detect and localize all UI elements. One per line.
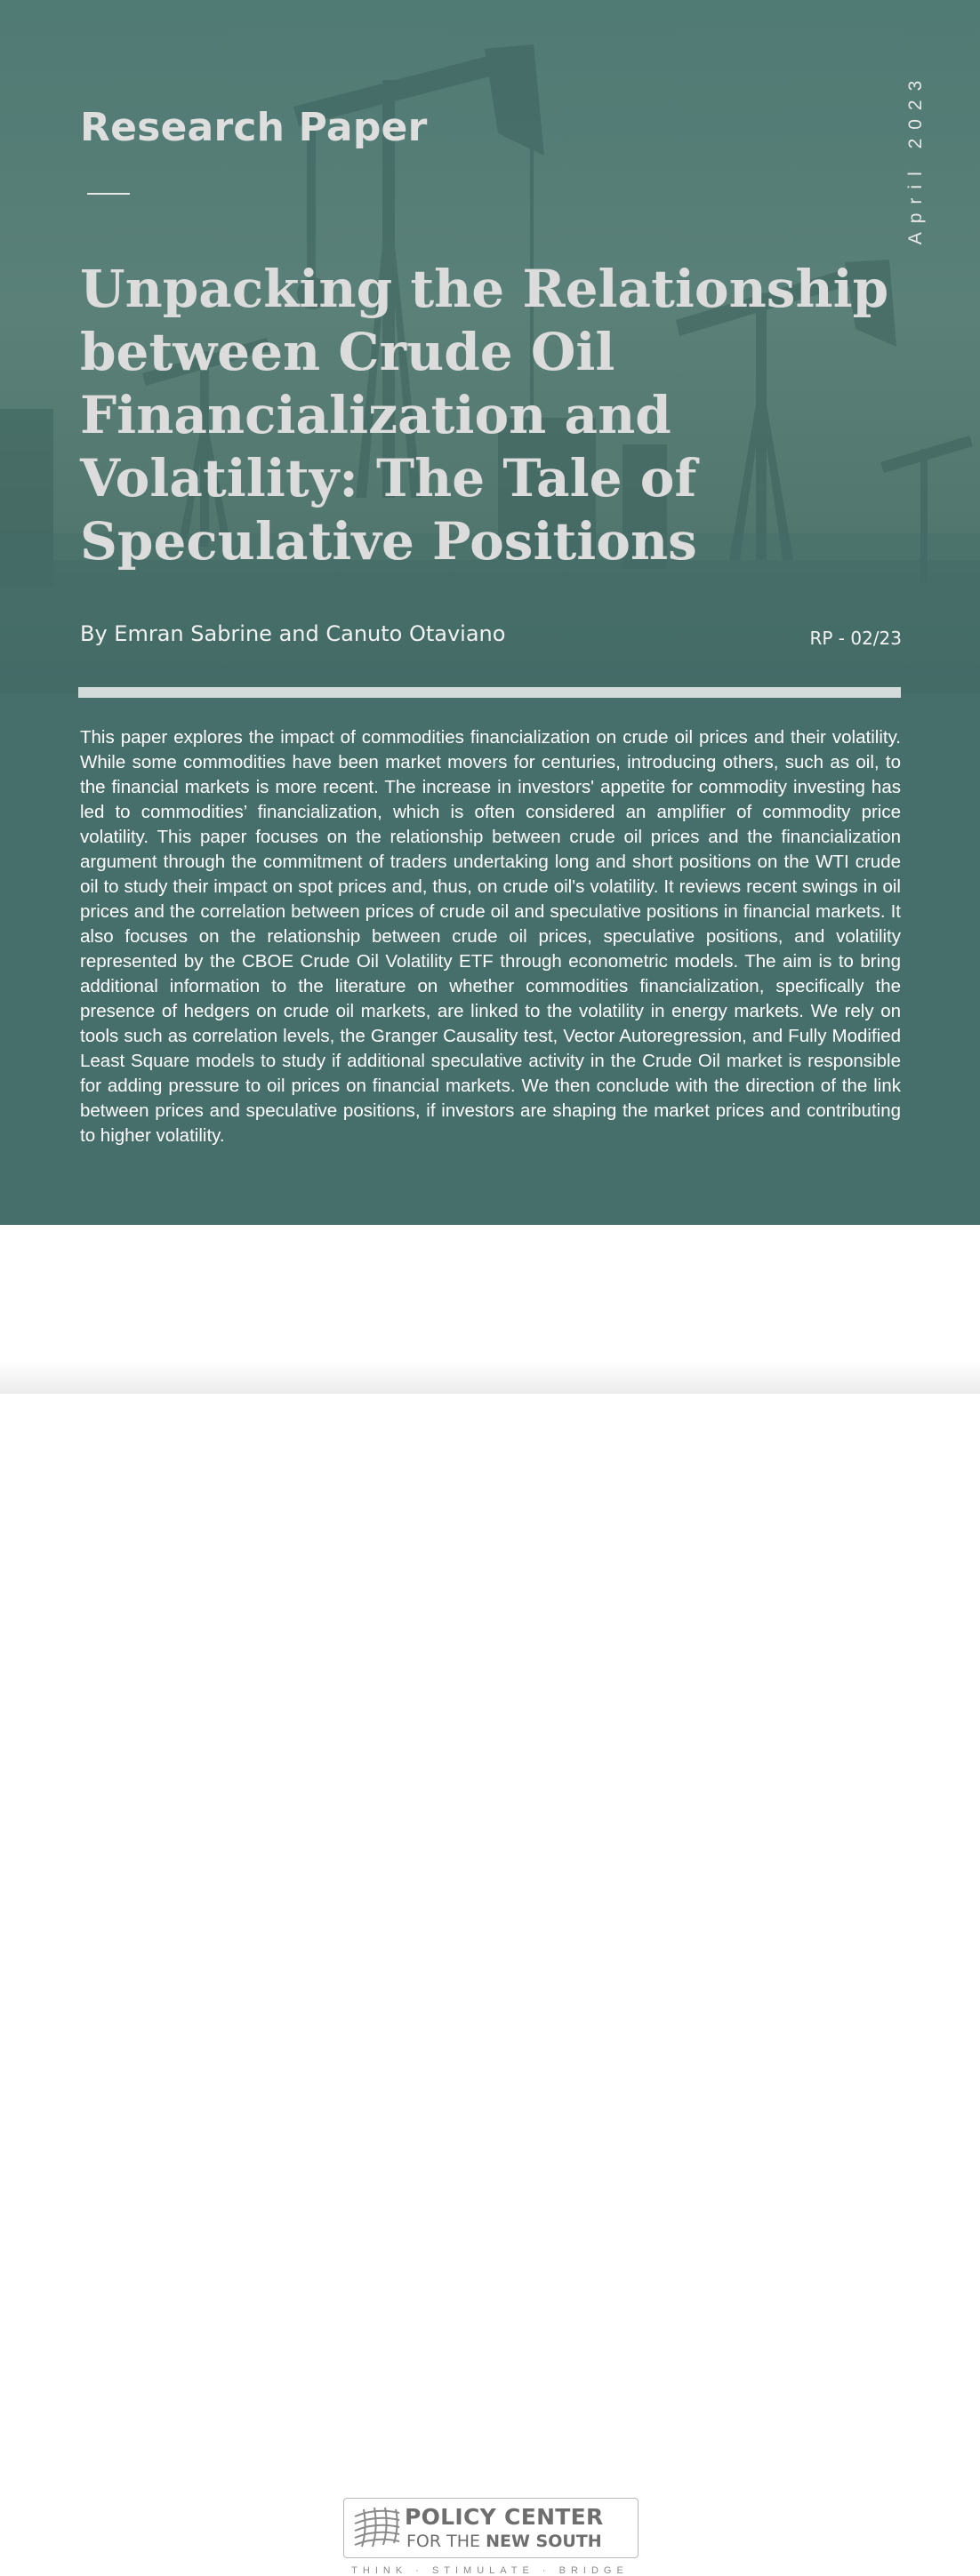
paper-title: Unpacking the Relationship between Crude Oil Financialization and Volatility: The Tale of Speculative Positions	[80, 259, 889, 572]
document-type-label: Research Paper	[80, 105, 428, 150]
logo-tagline: THINK · STIMULATE · BRIDGE	[351, 2565, 629, 2576]
short-divider	[87, 193, 130, 195]
publication-date-text: April 2023	[905, 71, 926, 245]
hero-section	[0, 0, 980, 693]
authors-line: By Emran Sabrine and Canuto Otaviano	[80, 621, 506, 646]
globe-grid-logo-icon	[351, 2504, 403, 2550]
abstract-text: This paper explores the impact of commodities financialization on crude oil prices and their volatility. While some commodities have been market movers for centuries, introducing others, such as oil, to the financial markets is more recent. The increase in investors' appetite for commodity investing has led to commodities’ financialization, which is often considered an amplifier of commodity price volatility. This paper focuses on the relationship between crude oil prices and the financialization argument through the commitment of traders undertaking long and short positions on the WTI crude oil to study their impact on spot prices and, thus, on crude oil's volatility. It reviews recent swings in oil prices and the correlation between prices of crude oil and speculative positions in financial markets. It also focuses on the relationship between crude oil prices, speculative positions, and volatility represented by the CBOE Crude Oil Volatility ETF through econometric models. The aim is to bring additional information to the literature on whether commodities financialization, specifically the presence of hedgers on crude oil markets, are linked to the volatility in energy markets. We rely on tools such as correlation levels, the Granger Causality test, Vector Autoregression, and Fully Modified Least Square models to study if additional speculative activity in the Crude Oil market is responsible for adding pressure to oil prices on financial markets. We then conclude with the direction of the link between prices and speculative positions, if investors are shaping the market prices and contributing to higher volatility.	[80, 727, 901, 1146]
logo-subtitle-bold: NEW SOUTH	[486, 2532, 602, 2551]
policy-center-logo[interactable]	[343, 2498, 639, 2558]
logo-subtitle	[406, 2532, 602, 2551]
logo-title: POLICY CENTER	[405, 2504, 604, 2530]
paper-code: RP - 02/23	[809, 628, 902, 649]
section-divider	[78, 687, 901, 698]
logo-subtitle-prefix: FOR THE	[406, 2532, 486, 2551]
cover-page	[0, 0, 980, 1225]
footer	[0, 1225, 980, 2576]
